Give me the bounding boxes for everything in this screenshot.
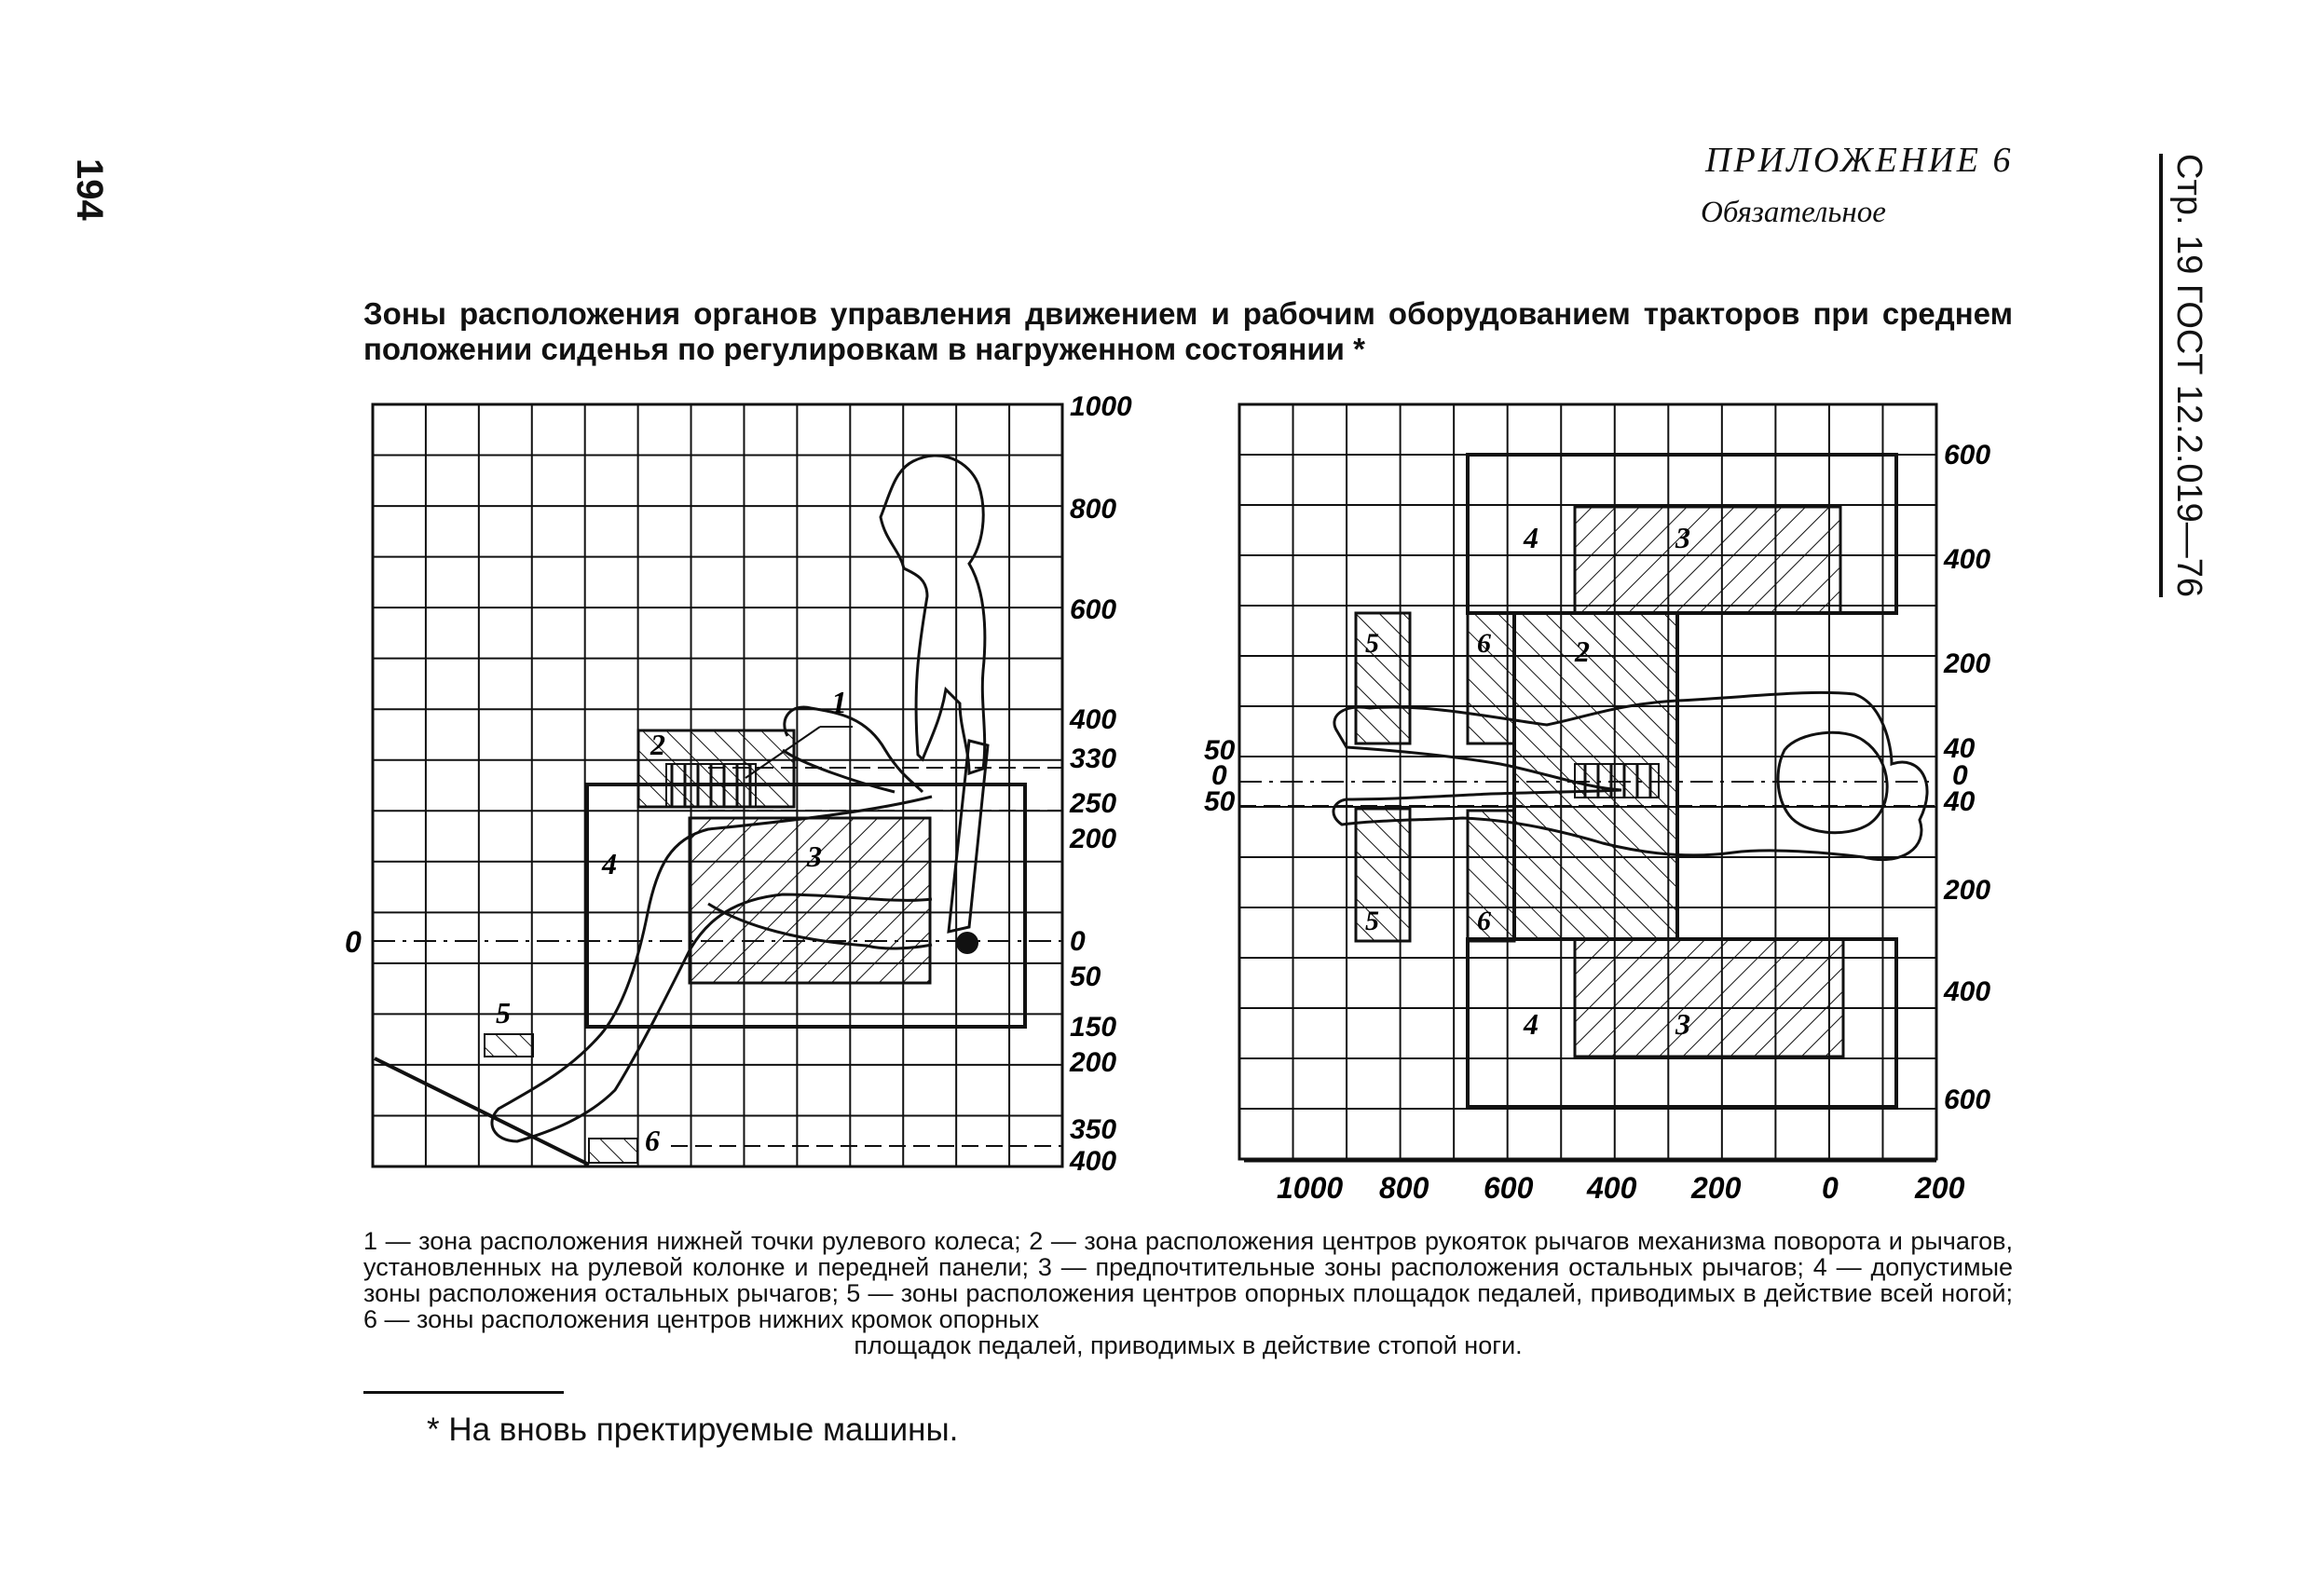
top-right-axis-label: 200 <box>1944 648 1991 679</box>
top-bottom-axis-label: 200 <box>1691 1171 1742 1205</box>
top-zone-label-3u: 3 <box>1675 521 1690 554</box>
zone-label-5: 5 <box>496 996 511 1030</box>
zone-label-3: 3 <box>807 839 822 873</box>
top-zone-label-3l: 3 <box>1675 1007 1690 1041</box>
zone-label-4: 4 <box>602 847 617 880</box>
top-left-axis-label: 50 <box>1204 735 1236 766</box>
zone-5-upper <box>1356 613 1410 743</box>
appendix-title: ПРИЛОЖЕНИЕ 6 <box>1705 141 2014 180</box>
top-zone-label-6l: 6 <box>1477 906 1491 936</box>
zone-label-1: 1 <box>831 686 847 720</box>
zone-label-2: 2 <box>650 728 665 761</box>
zone-6-lower <box>1468 811 1514 941</box>
top-bottom-axis-label: 1000 <box>1277 1171 1344 1205</box>
side-view-diagram <box>345 391 1132 1177</box>
appendix-subtitle: Обязательное <box>1701 196 1886 229</box>
top-right-axis-label: 400 <box>1944 976 1991 1007</box>
zone-6-upper <box>1468 613 1514 743</box>
figure <box>317 382 2013 1225</box>
top-left-axis-label: 0 <box>1211 760 1227 791</box>
top-right-axis-label: 40 <box>1944 786 1976 817</box>
top-zone-label-6u: 6 <box>1477 628 1491 659</box>
caption-text: 1 — зона расположения нижней точки рулевого колеса; 2 — зона расположения центров рукояток рычагов механизма поворота и рычагов, установленных на рулевой колонке и передней панели; 3 — предпочтительные зоны расположения остальных рычагов; 4 — допустимые зоны расположения остальных рычагов; 5 — зоны расположения центров опорных площадок педалей, приводимых в действие всей ногой; 6 — зоны расположения центров нижних кромок опорных <box>363 1227 2013 1333</box>
side-axis-label: 200 <box>1070 824 1117 854</box>
standard-header: Стр. 19 ГОСТ 12.2.019—76 <box>2159 154 2208 597</box>
side-axis-label: 330 <box>1070 743 1117 774</box>
zone-5 <box>485 1034 533 1057</box>
top-zone-label-5u: 5 <box>1365 628 1379 659</box>
zone-label-6: 6 <box>645 1124 660 1157</box>
figure-caption <box>363 1228 2013 1358</box>
top-right-axis-label: 40 <box>1944 733 1976 764</box>
side-axis-label: 400 <box>1070 704 1117 735</box>
top-zone-label-5l: 5 <box>1365 906 1379 936</box>
top-zone-label-4u: 4 <box>1524 521 1538 554</box>
footnote-divider <box>363 1391 564 1394</box>
side-axis-label: 0 <box>1070 926 1086 957</box>
top-right-axis-label: 400 <box>1944 544 1991 575</box>
caption-last-line: площадок педалей, приводимых в действие стопой ноги. <box>854 1331 1523 1359</box>
zone-3-lower <box>1575 939 1843 1057</box>
top-right-axis-label: 600 <box>1944 1084 1991 1115</box>
side-axis-label: 400 <box>1070 1146 1117 1177</box>
side-axis-label: 250 <box>1070 788 1117 819</box>
top-zone-label-2: 2 <box>1575 634 1590 668</box>
side-axis-label: 200 <box>1070 1047 1117 1078</box>
top-left-axis-label: 50 <box>1204 786 1236 817</box>
zone-5-lower <box>1356 809 1410 941</box>
top-zone-label-4l: 4 <box>1524 1007 1538 1041</box>
side-axis-label: 350 <box>1070 1114 1117 1145</box>
top-bottom-axis-label: 0 <box>1822 1171 1839 1205</box>
zone-6 <box>589 1139 637 1163</box>
zone-3-upper <box>1575 507 1840 613</box>
top-right-axis-label: 0 <box>1952 760 1968 791</box>
footnote: * На вновь пректируемые машины. <box>427 1412 959 1448</box>
page-number: 194 <box>69 158 110 221</box>
top-bottom-axis-label: 600 <box>1484 1171 1534 1205</box>
side-axis-label: 50 <box>1070 962 1101 992</box>
top-bottom-axis-label: 800 <box>1379 1171 1429 1205</box>
main-title: Зоны расположения органов управления движением и рабочим оборудованием тракторов при среднем положении сиденья по регулировкам в нагруженном состоянии * <box>363 296 2013 366</box>
top-view-diagram <box>1204 404 1990 1205</box>
side-axis-label: 600 <box>1070 594 1117 625</box>
top-bottom-axis-label: 200 <box>1915 1171 1965 1205</box>
top-bottom-axis-label: 400 <box>1587 1171 1637 1205</box>
side-axis-label: 150 <box>1070 1012 1117 1043</box>
top-right-axis-label: 200 <box>1944 875 1991 906</box>
side-axis-label: 1000 <box>1070 391 1132 422</box>
side-axis-label: 800 <box>1070 494 1117 525</box>
side-left-axis-0: 0 <box>345 925 362 959</box>
top-right-axis-label: 600 <box>1944 440 1991 471</box>
